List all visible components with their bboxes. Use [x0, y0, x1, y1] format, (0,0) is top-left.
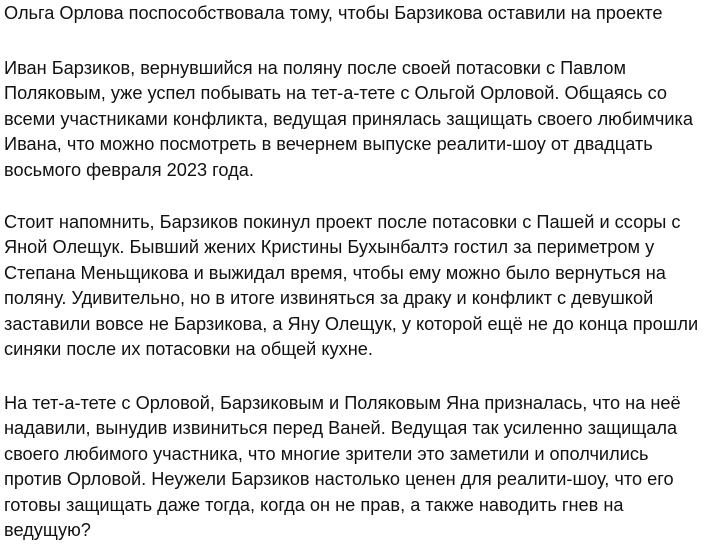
paragraph-line: поляну. Удивительно, но в итоге извиняться за драку и конфликт с девушкой [4, 288, 654, 309]
paragraph-line: надавили, вынудив извиниться перед Ваней. Ведущая так усиленно защищала [4, 418, 678, 439]
paragraph-line: Иван Барзиков, вернувшийся на поляну после своей потасовки с Павлом [4, 58, 626, 78]
paragraph-line: синяки после их потасовки на общей кухне. [4, 339, 373, 360]
paragraph-line: заставили вовсе не Барзикова, а Яну Олещук, у которой ещё не до конца прошли [4, 313, 699, 334]
paragraph-line: Стоит напомнить, Барзиков покинул проект после потасовки с Пашей и ссоры с [4, 212, 681, 232]
article [4, 0, 702, 541]
paragraph-line: против Орловой. Неужели Барзиков настолько ценен для реалити-шоу, что его [4, 469, 674, 490]
paragraph-line: Степана Меньщикова и выжидал время, чтобы ему можно было вернуться на [4, 262, 666, 283]
paragraph-line: готовы защищать даже тогда, когда он не прав, а также наводить гнев на [4, 494, 624, 515]
paragraph-line: своего любимого участника, что многие зрители это заметили и ополчились [4, 443, 649, 464]
paragraph-line: Поляковым, уже успел побывать на тет-а-тете с Ольгой Орловой. Общаясь со [4, 83, 668, 104]
paragraph-line: Ивана, что можно посмотреть в вечернем выпуске реалити-шоу от двадцать [4, 134, 653, 155]
paragraph-line: Яной Олещук. Бывший жених Кристины Бухынбалтэ гостил за периметром у [4, 237, 655, 258]
paragraph-2 [4, 210, 698, 362]
paragraph-line: восьмого февраля 2023 года. [4, 159, 254, 180]
article-title: Ольга Орлова поспособствовала тому, чтобы Барзикова оставили на проекте [4, 3, 663, 23]
paragraph-line: На тет-а-тете с Орловой, Барзиковым и Поляковым Яна призналась, что на неё [4, 393, 681, 413]
paragraph-3 [4, 391, 681, 543]
paragraph-1 [4, 56, 693, 183]
paragraph-line: ведущую? [4, 520, 91, 541]
paragraph-line: всеми участниками конфликта, ведущая принялась защищать своего любимчика [4, 108, 694, 129]
